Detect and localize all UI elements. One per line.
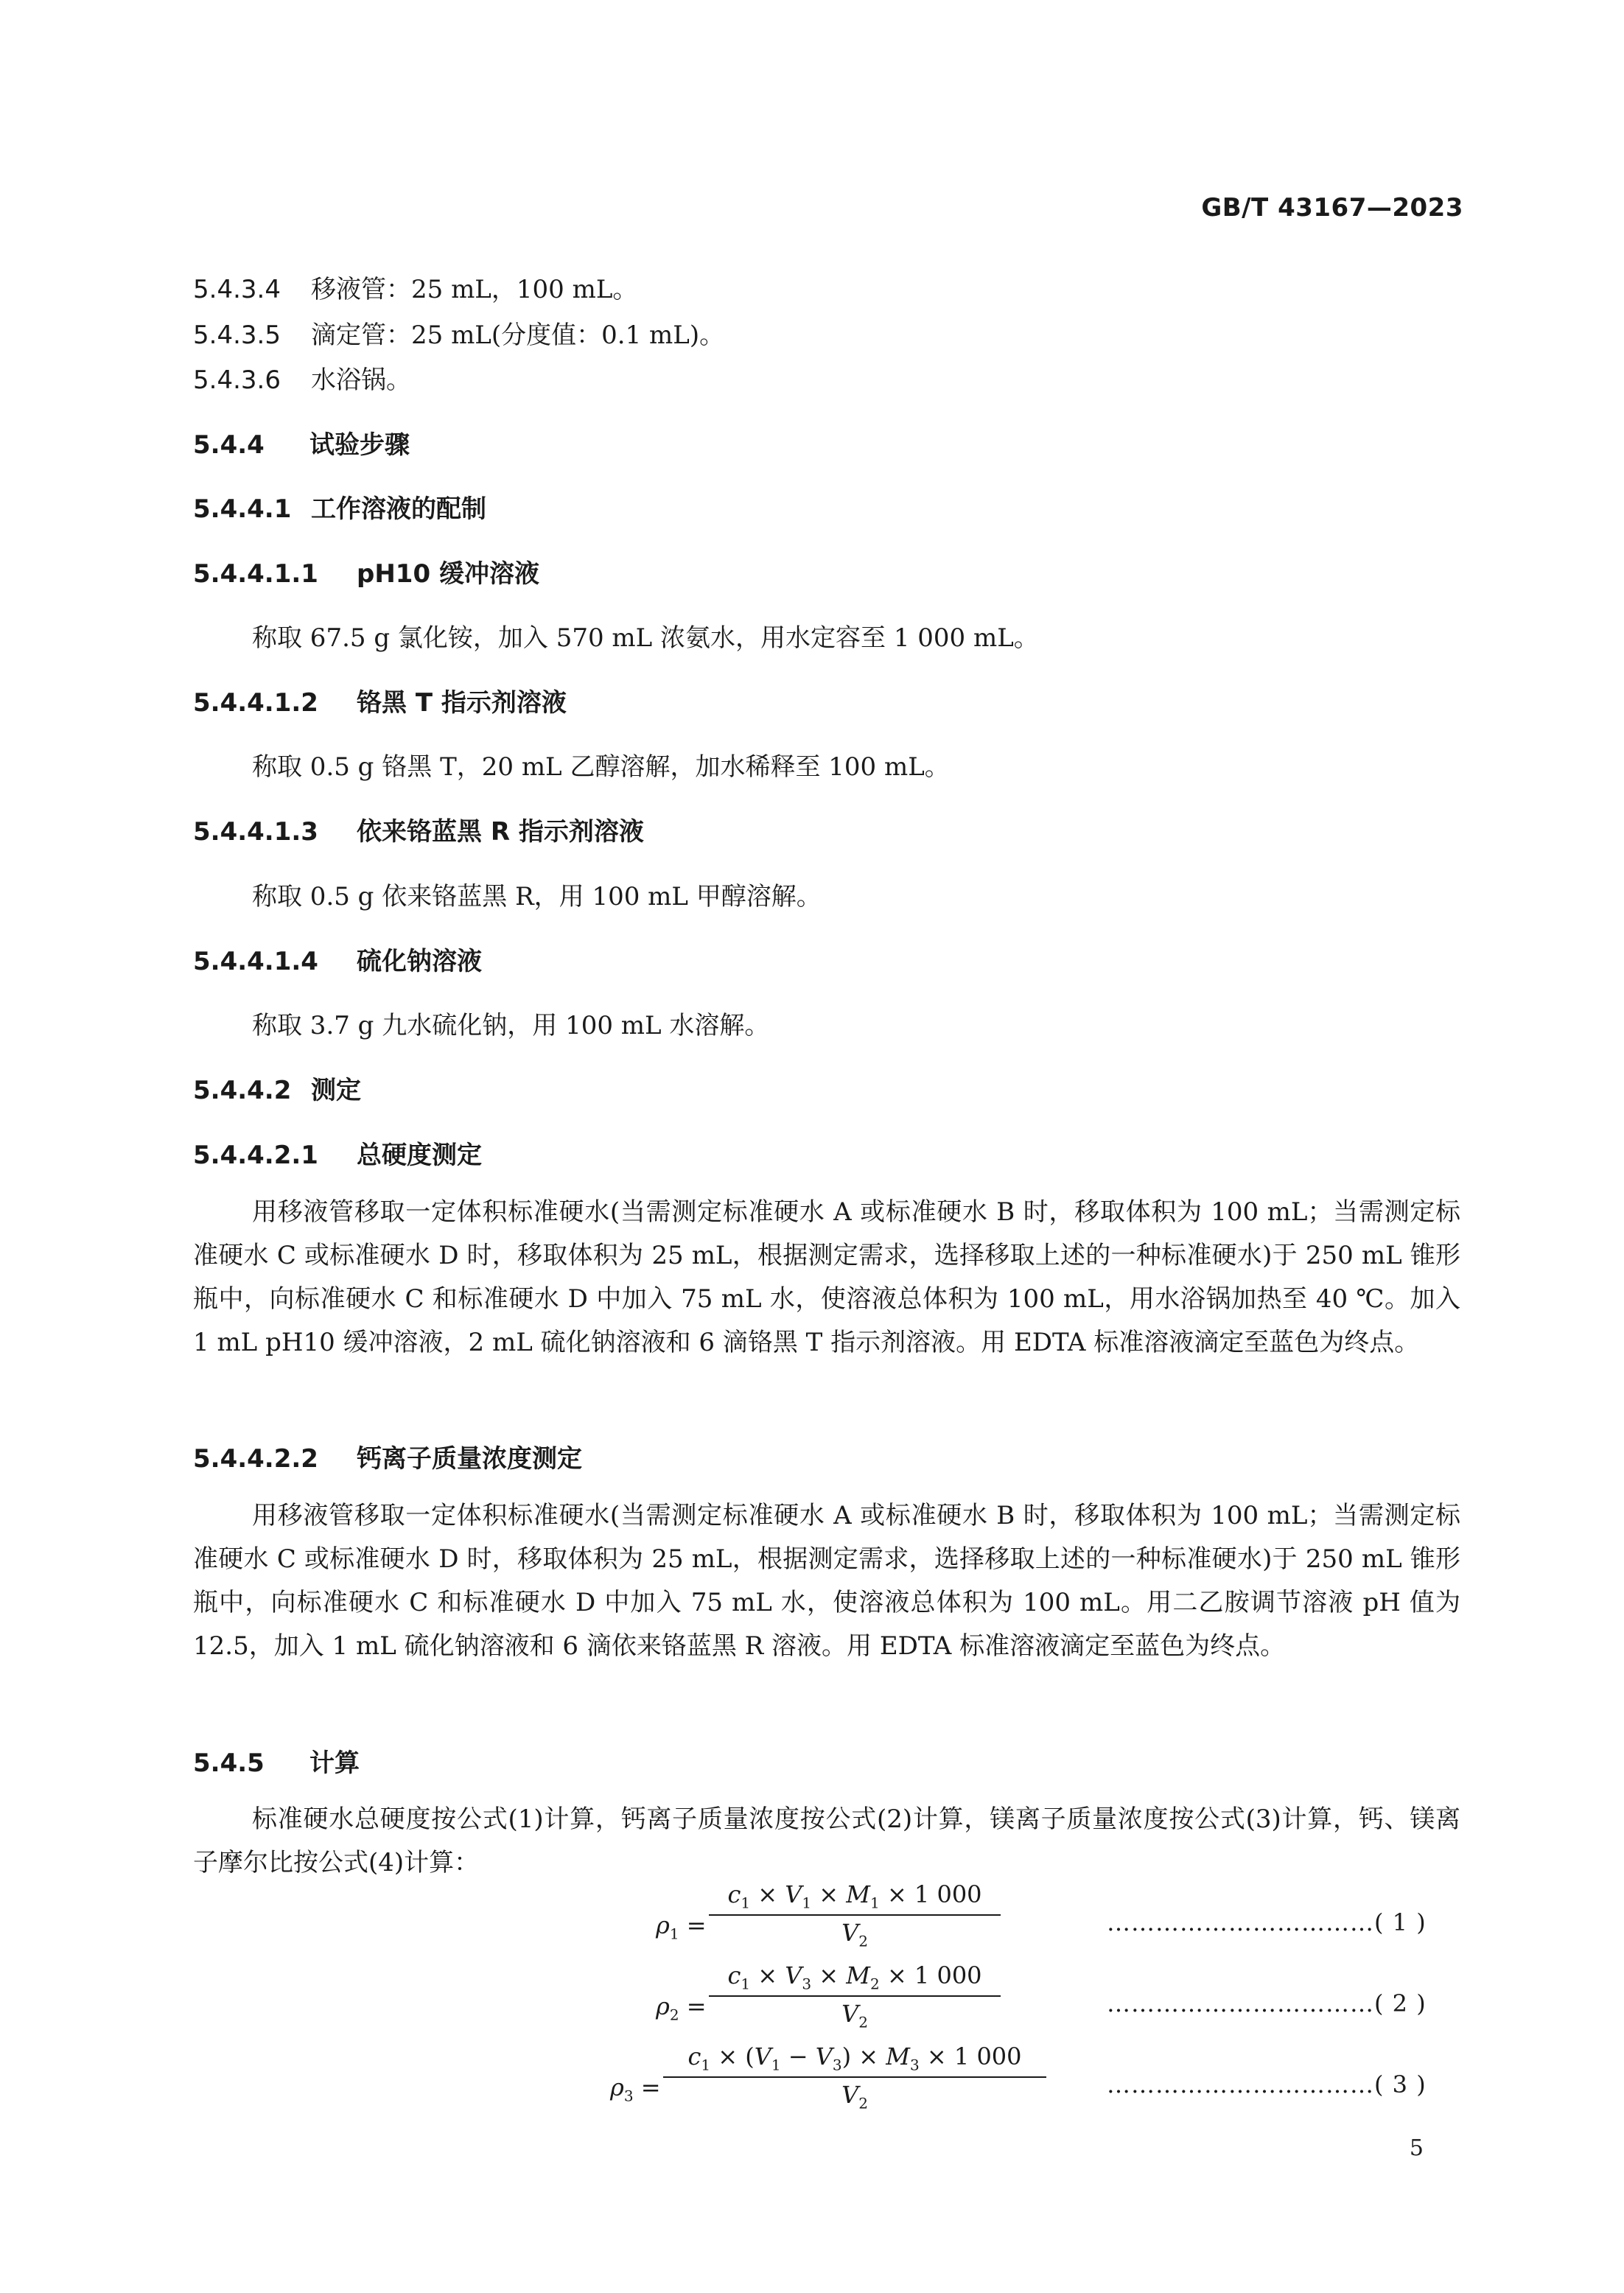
section-heading-5-4-4-1-3: [193, 811, 644, 847]
formula-leader: ……………………………( 2 ): [1107, 1989, 1427, 2017]
section-title: 计算: [309, 1748, 360, 1778]
paragraph-5-4-4-2-1: 用移液管移取一定体积标准硬水(当需测定标准硬水 A 或标准硬水 B 时，移取体积为 100 mL；当需测定标准硬水 C 或标准硬水 D 时，移取体积为 25 mL，根据测定需求，选择移取上述的一种标准硬水)于 250 mL 锥形瓶中，向标准硬水 C 和标准硬水 D 中加入 75 mL 水，使溶液总体积为 100 mL，用水浴锅加热至 40 ℃。加入 1 mL pH10 缓冲溶液，2 mL 硫化钠溶液和 6 滴铬黑 T 指示剂溶液。用 EDTA 标准溶液滴定至蓝色为终点。: [193, 1197, 1460, 1357]
section-number: 5.4.4.1: [193, 494, 292, 524]
section-title: 试验步骤: [309, 430, 410, 460]
section-heading-5-4-5: [193, 1743, 360, 1779]
section-title: 总硬度测定: [357, 1141, 482, 1170]
section-heading-5-4-4-1-1: [193, 553, 539, 589]
clause-text: 移液管：25 mL，100 mL。: [311, 275, 638, 304]
clause-text: 水浴锅。: [311, 365, 411, 395]
section-number: 5.4.4.2.2: [193, 1444, 318, 1474]
section-heading-5-4-4-1-2: [193, 682, 567, 718]
section-number: 5.4.4.1.1: [193, 559, 318, 589]
section-heading-5-4-4-1: [193, 489, 486, 525]
item-5-4-3-4: [193, 269, 637, 305]
paragraph-5-4-4-1-2: 称取 0.5 g 铬黑 T，20 mL 乙醇溶解，加水稀释至 100 mL。: [252, 752, 950, 782]
clause-number: 5.4.3.6: [193, 365, 281, 395]
section-title: 铬黑 T 指示剂溶液: [357, 688, 567, 718]
item-5-4-3-5: [193, 315, 724, 351]
paragraph-5-4-4-2-2: 用移液管移取一定体积标准硬水(当需测定标准硬水 A 或标准硬水 B 时，移取体积为 100 mL；当需测定标准硬水 C 或标准硬水 D 时，移取体积为 25 mL，根据测定需求，选择移取上述的一种标准硬水)于 250 mL 锥形瓶中，向标准硬水 C 和标准硬水 D 中加入 75 mL 水，使溶液总体积为 100 mL。用二乙胺调节溶液 pH 值为 12.5，加入 1 mL 硫化钠溶液和 6 滴依来铬蓝黑 R 溶液。用 EDTA 标准溶液滴定至蓝色为终点。: [193, 1501, 1460, 1661]
section-number: 5.4.4.1.3: [193, 817, 318, 847]
formula-leader: ……………………………( 1 ): [1107, 1908, 1427, 1936]
formula-lhs: $\rho_3$ =: [610, 2073, 661, 2105]
page-number: 5: [1409, 2135, 1424, 2161]
standard-code: GB/T 43167—2023: [1201, 193, 1463, 223]
section-title: 钙离子质量浓度测定: [357, 1444, 582, 1474]
formula-fraction: $c_1 \times V_3 \times M_2 \times 1$ 000 $V_2$: [709, 1961, 1001, 2031]
formula-lhs: $\rho_2$ =: [656, 1992, 707, 2024]
section-number: 5.4.4.1.2: [193, 688, 318, 718]
section-number: 5.4.5: [193, 1748, 265, 1778]
item-5-4-3-6: [193, 360, 411, 396]
section-heading-5-4-4-2-2: [193, 1438, 582, 1474]
section-title: 工作溶液的配制: [311, 494, 486, 524]
paragraph-5-4-4-1-3: 称取 0.5 g 依来铬蓝黑 R，用 100 mL 甲醇溶解。: [252, 882, 822, 911]
section-title: pH10 缓冲溶液: [357, 559, 539, 589]
clause-number: 5.4.3.5: [193, 321, 281, 350]
section-number: 5.4.4.2.1: [193, 1141, 318, 1170]
formula-leader: ……………………………( 3 ): [1107, 2070, 1427, 2098]
paragraph-5-4-5: 标准硬水总硬度按公式(1)计算，钙离子质量浓度按公式(2)计算，镁离子质量浓度按公式(3)计算，钙、镁离子摩尔比按公式(4)计算：: [193, 1804, 1460, 1877]
section-heading-5-4-4-2: [193, 1070, 361, 1106]
section-title: 硫化钠溶液: [357, 947, 482, 976]
clause-number: 5.4.3.4: [193, 275, 281, 304]
equation-number: ( 1 ): [1374, 1908, 1427, 1936]
section-heading-5-4-4-1-4: [193, 941, 482, 977]
section-heading-5-4-4-2-1: [193, 1135, 482, 1171]
formula-fraction: $c_1 \times (V_1 - V_3) \times M_3 \times 1$ 000 $V_2$: [663, 2042, 1046, 2112]
section-heading-5-4-4: [193, 424, 410, 461]
section-title: 依来铬蓝黑 R 指示剂溶液: [357, 817, 644, 847]
paragraph-5-4-4-1-4: 称取 3.7 g 九水硫化钠，用 100 mL 水溶解。: [252, 1011, 770, 1040]
section-title: 测定: [311, 1076, 361, 1105]
formula-lhs: $\rho_1$ =: [656, 1911, 707, 1943]
section-number: 5.4.4: [193, 430, 265, 460]
paragraph-5-4-4-1-1: 称取 67.5 g 氯化铵，加入 570 mL 浓氨水，用水定容至 1 000 mL。: [252, 623, 1039, 653]
section-number: 5.4.4.2: [193, 1076, 292, 1105]
equation-number: ( 3 ): [1374, 2070, 1427, 2098]
section-number: 5.4.4.1.4: [193, 947, 318, 976]
formula-fraction: $c_1 \times V_1 \times M_1 \times 1$ 000 $V_2$: [709, 1880, 1001, 1950]
equation-number: ( 2 ): [1374, 1989, 1427, 2017]
clause-text: 滴定管：25 mL(分度值：0.1 mL)。: [311, 321, 725, 350]
